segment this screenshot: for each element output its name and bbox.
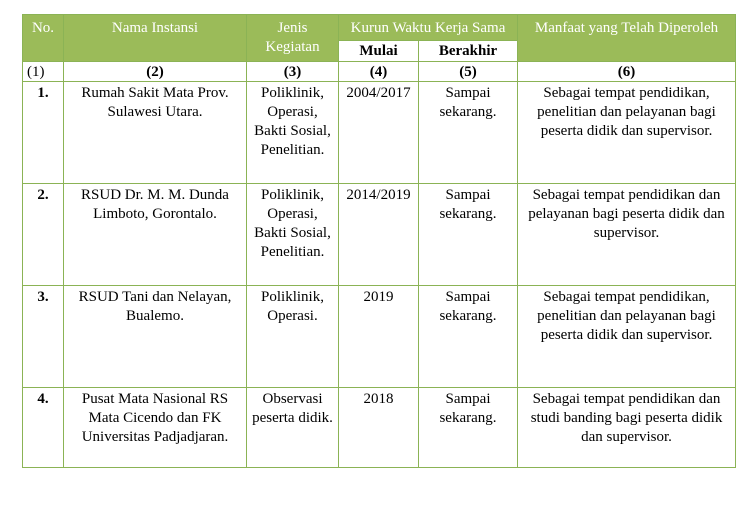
row-number: 4. [23,388,64,468]
activity-type: Poliklinik, Operasi. [247,286,339,388]
table-row [23,388,736,468]
benefit: Sebagai tempat pendidikan dan pelayanan bagi peserta didik dan supervisor. [518,184,736,286]
institution-name: Rumah Sakit Mata Prov. Sulawesi Utara. [64,82,247,184]
end-period: Sampai sekarang. [419,184,518,286]
institution-name: RSUD Tani dan Nelayan, Bualemo. [64,286,247,388]
header-nama-instansi: Nama Instansi [64,15,247,62]
column-number: (4) [339,62,419,82]
activity-type: Observasi peserta didik. [247,388,339,468]
activity-type: Poliklinik, Operasi, Bakti Sosial, Penelitian. [247,82,339,184]
column-number: (1) [23,62,64,82]
table-row [23,286,736,388]
header-mulai: Mulai [339,41,419,62]
institution-name: RSUD Dr. M. M. Dunda Limboto, Gorontalo. [64,184,247,286]
column-number: (2) [64,62,247,82]
start-period: 2019 [339,286,419,388]
institution-name: Pusat Mata Nasional RS Mata Cicendo dan FK Universitas Padjadjaran. [64,388,247,468]
benefit: Sebagai tempat pendidikan, penelitian dan pelayanan bagi peserta didik dan supervisor. [518,286,736,388]
table-row [23,82,736,184]
column-number: (6) [518,62,736,82]
row-number: 2. [23,184,64,286]
end-period: Sampai sekarang. [419,388,518,468]
header-berakhir: Berakhir [419,41,518,62]
row-number: 3. [23,286,64,388]
header-kurun-waktu: Kurun Waktu Kerja Sama [339,15,518,41]
table-row [23,184,736,286]
column-number: (5) [419,62,518,82]
start-period: 2004/2017 [339,82,419,184]
header-jenis-kegiatan: Jenis Kegiatan [247,15,339,62]
activity-type: Poliklinik, Operasi, Bakti Sosial, Penelitian. [247,184,339,286]
benefit: Sebagai tempat pendidikan, penelitian dan pelayanan bagi peserta didik dan supervisor. [518,82,736,184]
column-number-row [23,62,736,82]
end-period: Sampai sekarang. [419,82,518,184]
column-number: (3) [247,62,339,82]
benefit: Sebagai tempat pendidikan dan studi banding bagi peserta didik dan supervisor. [518,388,736,468]
header-manfaat: Manfaat yang Telah Diperoleh [518,15,736,62]
start-period: 2018 [339,388,419,468]
cooperation-table [22,14,736,468]
end-period: Sampai sekarang. [419,286,518,388]
row-number: 1. [23,82,64,184]
start-period: 2014/2019 [339,184,419,286]
header-no: No. [23,15,64,62]
